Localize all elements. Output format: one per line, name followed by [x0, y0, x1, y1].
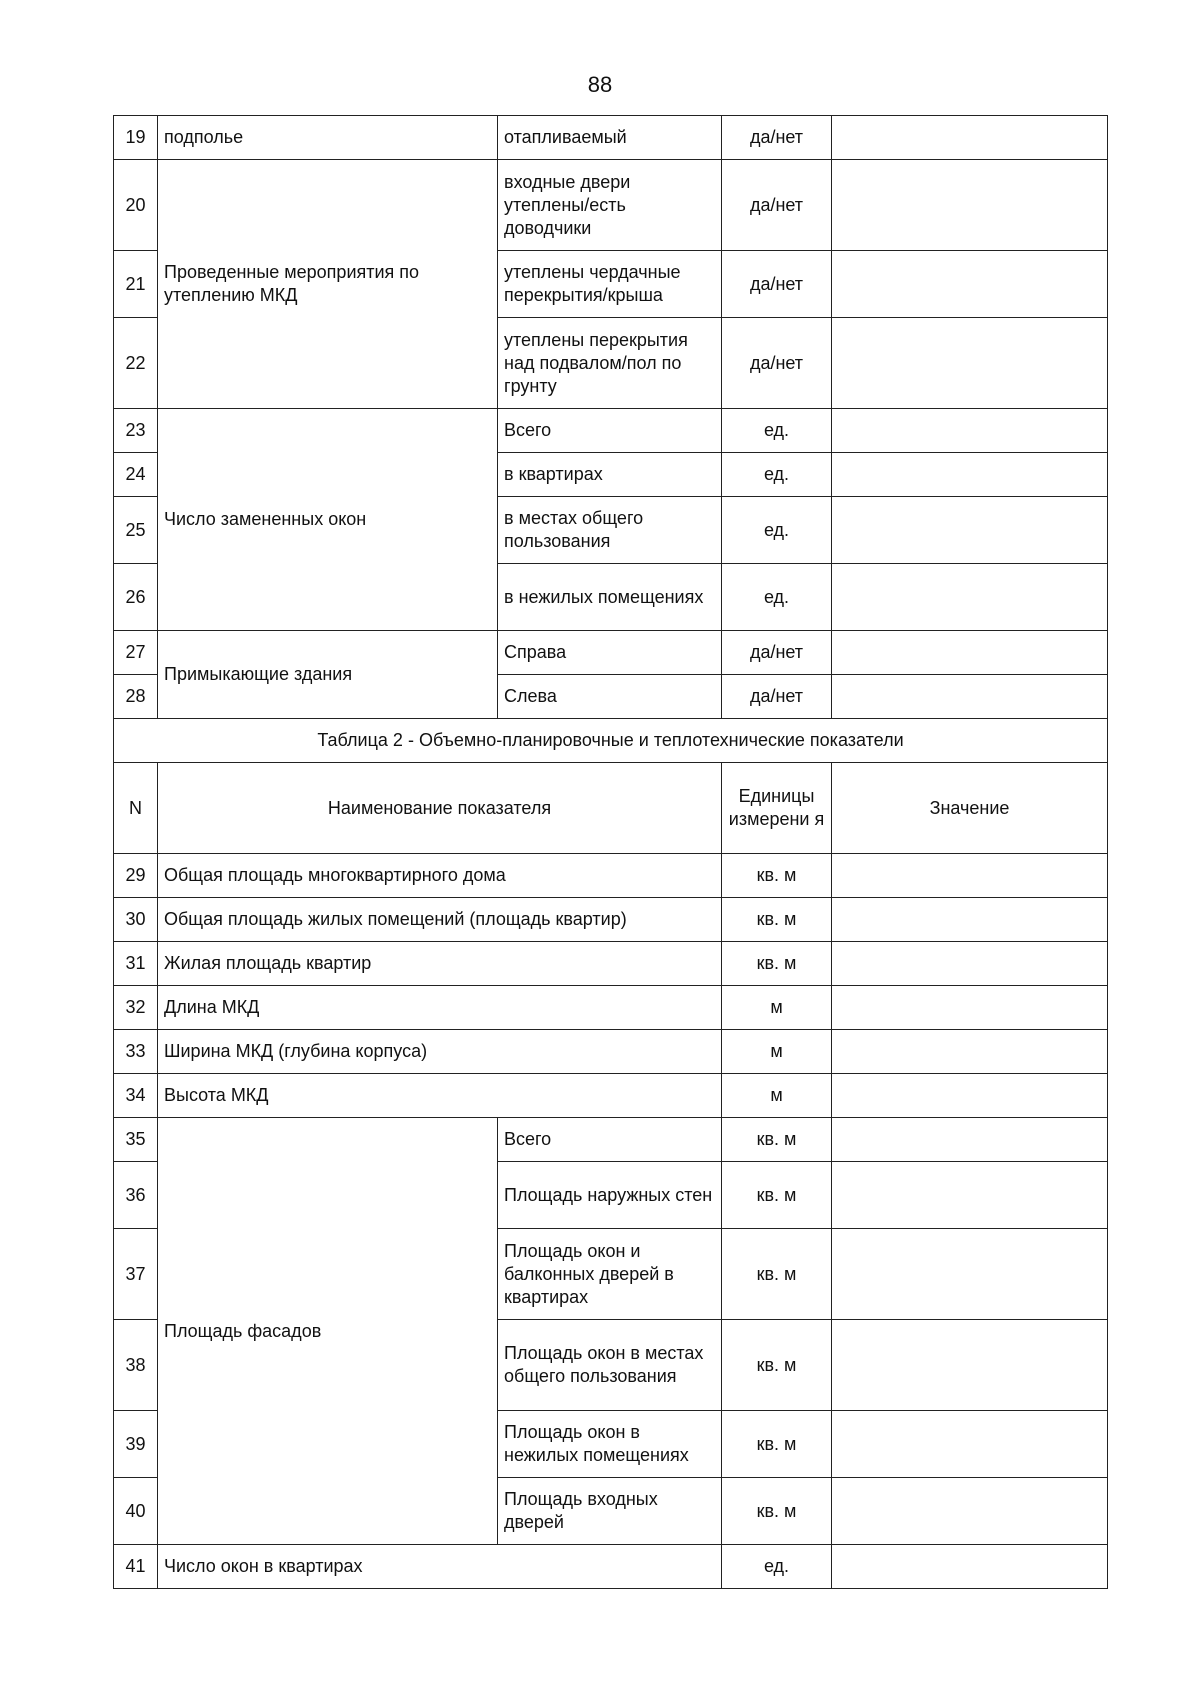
indicator-name: Общая площадь жилых помещений (площадь квартир) [158, 898, 722, 942]
value-cell[interactable] [832, 318, 1108, 409]
unit-cell: кв. м [722, 1411, 832, 1478]
indicator-subname: Площадь наружных стен [498, 1162, 722, 1229]
row-number: 40 [114, 1478, 158, 1545]
unit-cell: кв. м [722, 898, 832, 942]
value-cell[interactable] [832, 1162, 1108, 1229]
row-number: 32 [114, 986, 158, 1030]
value-cell[interactable] [832, 409, 1108, 453]
unit-cell: ед. [722, 497, 832, 564]
unit-cell: кв. м [722, 1118, 832, 1162]
value-cell[interactable] [832, 631, 1108, 675]
value-cell[interactable] [832, 1229, 1108, 1320]
indicator-subname: Всего [498, 1118, 722, 1162]
value-cell[interactable] [832, 453, 1108, 497]
row-number: 27 [114, 631, 158, 675]
unit-cell: кв. м [722, 854, 832, 898]
value-cell[interactable] [832, 1118, 1108, 1162]
header-value: Значение [832, 763, 1108, 854]
row-number: 19 [114, 116, 158, 160]
table-header-row [114, 763, 1108, 854]
unit-cell: ед. [722, 564, 832, 631]
indicator-subname: Площадь окон в местах общего пользования [498, 1320, 722, 1411]
unit-cell: ед. [722, 1545, 832, 1589]
header-units: Единицы измерени я [722, 763, 832, 854]
indicator-name: Число окон в квартирах [158, 1545, 722, 1589]
unit-cell: кв. м [722, 1162, 832, 1229]
row-number: 22 [114, 318, 158, 409]
unit-cell: кв. м [722, 942, 832, 986]
value-cell[interactable] [832, 160, 1108, 251]
indicator-name: Общая площадь многоквартирного дома [158, 854, 722, 898]
indicator-subname: Площадь окон и балконных дверей в квартирах [498, 1229, 722, 1320]
table-row [114, 1030, 1108, 1074]
row-number: 26 [114, 564, 158, 631]
indicator-name: Длина МКД [158, 986, 722, 1030]
table-row [114, 1545, 1108, 1589]
value-cell[interactable] [832, 942, 1108, 986]
unit-cell: да/нет [722, 116, 832, 160]
row-number: 41 [114, 1545, 158, 1589]
indicator-subname: утеплены чердачные перекрытия/крыша [498, 251, 722, 318]
unit-cell: м [722, 1030, 832, 1074]
table-2-caption: Таблица 2 - Объемно-планировочные и теплотехнические показатели [114, 719, 1108, 763]
row-number: 23 [114, 409, 158, 453]
table-row [114, 116, 1108, 160]
indicator-name: Высота МКД [158, 1074, 722, 1118]
indicator-name: Жилая площадь квартир [158, 942, 722, 986]
indicator-subname: Слева [498, 675, 722, 719]
header-number: N [114, 763, 158, 854]
row-number: 20 [114, 160, 158, 251]
value-cell[interactable] [832, 564, 1108, 631]
row-number: 35 [114, 1118, 158, 1162]
unit-cell: кв. м [722, 1320, 832, 1411]
table-row [114, 1118, 1108, 1162]
indicator-group-name: Проведенные мероприятия по утеплению МКД [158, 160, 498, 409]
table-row [114, 898, 1108, 942]
indicator-subname: в местах общего пользования [498, 497, 722, 564]
unit-cell: кв. м [722, 1478, 832, 1545]
indicator-subname: утеплены перекрытия над подвалом/пол по грунту [498, 318, 722, 409]
page-number: 88 [587, 72, 613, 97]
unit-cell: да/нет [722, 631, 832, 675]
value-cell[interactable] [832, 116, 1108, 160]
indicator-subname: отапливаемый [498, 116, 722, 160]
value-cell[interactable] [832, 1320, 1108, 1411]
indicator-subname: в квартирах [498, 453, 722, 497]
table-row [114, 854, 1108, 898]
unit-cell: да/нет [722, 318, 832, 409]
table-row [114, 160, 1108, 251]
table-caption-row [114, 719, 1108, 763]
row-number: 29 [114, 854, 158, 898]
table-row [114, 631, 1108, 675]
unit-cell: кв. м [722, 1229, 832, 1320]
value-cell[interactable] [832, 898, 1108, 942]
unit-cell: м [722, 1074, 832, 1118]
value-cell[interactable] [832, 251, 1108, 318]
row-number: 34 [114, 1074, 158, 1118]
row-number: 21 [114, 251, 158, 318]
row-number: 38 [114, 1320, 158, 1411]
table-row [114, 942, 1108, 986]
indicator-subname: Площадь входных дверей [498, 1478, 722, 1545]
row-number: 24 [114, 453, 158, 497]
table-row [114, 409, 1108, 453]
unit-cell: да/нет [722, 160, 832, 251]
row-number: 25 [114, 497, 158, 564]
unit-cell: м [722, 986, 832, 1030]
value-cell[interactable] [832, 1478, 1108, 1545]
table-row [114, 1074, 1108, 1118]
value-cell[interactable] [832, 1074, 1108, 1118]
value-cell[interactable] [832, 1030, 1108, 1074]
row-number: 39 [114, 1411, 158, 1478]
indicator-group-name: Площадь фасадов [158, 1118, 498, 1545]
value-cell[interactable] [832, 1411, 1108, 1478]
unit-cell: да/нет [722, 251, 832, 318]
indicator-subname: Справа [498, 631, 722, 675]
unit-cell: да/нет [722, 675, 832, 719]
value-cell[interactable] [832, 497, 1108, 564]
header-indicator-name: Наименование показателя [158, 763, 722, 854]
table-row [114, 986, 1108, 1030]
unit-cell: ед. [722, 453, 832, 497]
row-number: 33 [114, 1030, 158, 1074]
indicator-subname: Площадь окон в нежилых помещениях [498, 1411, 722, 1478]
indicator-name: Ширина МКД (глубина корпуса) [158, 1030, 722, 1074]
indicator-subname: входные двери утеплены/есть доводчики [498, 160, 722, 251]
value-cell[interactable] [832, 854, 1108, 898]
indicator-group-name: Число замененных окон [158, 409, 498, 631]
indicator-subname: в нежилых помещениях [498, 564, 722, 631]
indicator-subname: Всего [498, 409, 722, 453]
row-number: 28 [114, 675, 158, 719]
row-number: 36 [114, 1162, 158, 1229]
indicators-table [113, 115, 1108, 1589]
row-number: 30 [114, 898, 158, 942]
value-cell[interactable] [832, 986, 1108, 1030]
value-cell[interactable] [832, 675, 1108, 719]
row-number: 37 [114, 1229, 158, 1320]
row-number: 31 [114, 942, 158, 986]
indicator-name: подполье [158, 116, 498, 160]
value-cell[interactable] [832, 1545, 1108, 1589]
indicator-group-name: Примыкающие здания [158, 631, 498, 719]
unit-cell: ед. [722, 409, 832, 453]
